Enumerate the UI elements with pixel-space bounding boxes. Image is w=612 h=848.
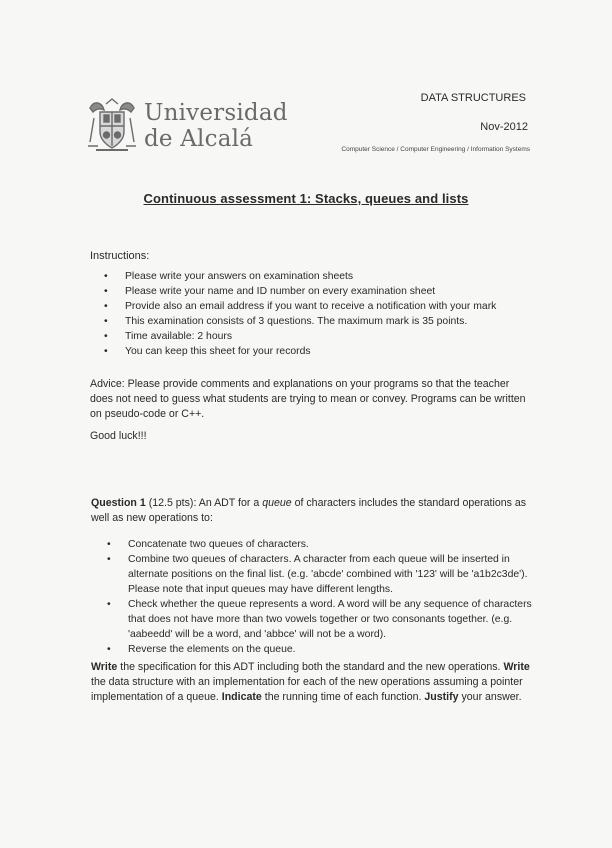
question-points: (12.5 pts): [148, 497, 197, 509]
bullet-icon: • [107, 554, 111, 565]
instruction-item [104, 300, 496, 315]
degree-programs: Computer Science / Computer Engineering / Information Systems [341, 146, 530, 153]
question-intro-emphasis: queue [262, 497, 292, 509]
task-text: the data structure with an implementation for each of the new operations assuming a pointer implementation of a queue. [91, 676, 523, 703]
university-name-line1: Universidad [144, 100, 288, 126]
question-label: Question 1 [91, 497, 146, 509]
instruction-text: Time available: 2 hours [125, 331, 233, 342]
question-intro-end: of characters includes the standard operations as well as new operations to: [91, 497, 527, 524]
operation-text: Concatenate two queues of characters. [128, 539, 309, 550]
operation-item [107, 642, 539, 657]
task-text: the running time of each function. [264, 691, 422, 703]
question-1-intro [91, 496, 535, 526]
university-crest-icon [84, 98, 140, 156]
task-verb-justify: Justify [424, 691, 459, 703]
course-name: DATA STRUCTURES [420, 92, 526, 104]
task-text: your answer. [461, 691, 522, 703]
operation-text: Reverse the elements on the queue. [128, 644, 296, 655]
instructions-list [104, 270, 496, 360]
bullet-icon: • [104, 316, 108, 327]
instruction-item [104, 285, 496, 300]
operation-item [107, 552, 539, 597]
question-1-tasks [91, 660, 535, 705]
good-luck: Good luck!!! [90, 430, 147, 442]
bullet-icon: • [107, 644, 111, 655]
bullet-icon: • [104, 331, 108, 342]
instruction-text: Please write your name and ID number on every examination sheet [125, 286, 436, 297]
bullet-icon: • [107, 599, 111, 610]
university-name [144, 100, 288, 152]
operation-text: Check whether the queue represents a word. A word will be any sequence of characters that does not have more than two vowels together or two consonants together. (e.g. 'aabeedd' will be a word, and 'abbce' will not be a word). [128, 599, 532, 640]
instruction-text: Please write your answers on examination sheets [125, 271, 354, 282]
operation-item [107, 537, 539, 552]
bullet-icon: • [104, 301, 108, 312]
question-1-operations [107, 537, 539, 657]
task-verb-write: Write [503, 661, 530, 673]
bullet-icon: • [104, 271, 108, 282]
question-intro-start: An ADT for a [198, 497, 260, 509]
operation-item [107, 597, 539, 642]
instruction-item [104, 270, 496, 285]
instruction-item [104, 315, 496, 330]
task-text: the specification for this ADT including both the standard and the new operations. [120, 661, 501, 673]
exam-date: Nov-2012 [480, 121, 528, 133]
bullet-icon: • [107, 539, 111, 550]
page-title: Continuous assessment 1: Stacks, queues and lists [143, 191, 469, 206]
task-verb-write: Write [91, 661, 118, 673]
bullet-icon: • [104, 346, 108, 357]
bullet-icon: • [104, 286, 108, 297]
instruction-text: You can keep this sheet for your records [125, 346, 311, 357]
instruction-text: Provide also an email address if you want to receive a notification with your mark [125, 301, 497, 312]
task-verb-indicate: Indicate [221, 691, 262, 703]
advice-paragraph: Advice: Please provide comments and explanations on your programs so that the teacher does not need to guess what students are trying to mean or convey. Programs can be written on pseudo-code or C++. [90, 378, 526, 420]
instructions-label: Instructions: [90, 250, 150, 262]
instruction-text: This examination consists of 3 questions. The maximum mark is 35 points. [125, 316, 468, 327]
university-logo [84, 98, 288, 158]
instruction-item [104, 330, 496, 345]
university-name-line2: de Alcalá [144, 126, 254, 152]
instruction-item [104, 345, 496, 360]
operation-text: Combine two queues of characters. A character from each queue will be inserted in alternate positions on the final list. (e.g. 'abcde' combined with '123' will be 'a1b2c3de'). Please note that input queues may have different lengths. [128, 554, 528, 595]
